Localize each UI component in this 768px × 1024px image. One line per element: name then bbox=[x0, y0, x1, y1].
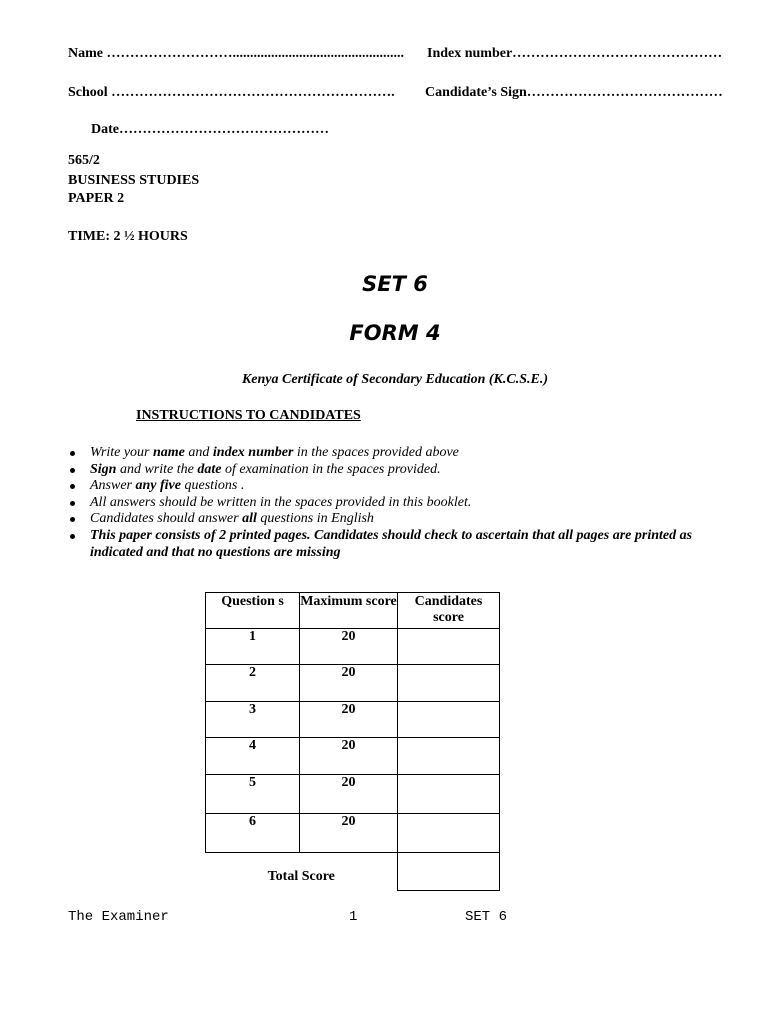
candidate-score-cell[interactable] bbox=[398, 775, 500, 814]
max-score: 20 bbox=[300, 814, 398, 853]
subject-name: BUSINESS STUDIES bbox=[68, 173, 200, 188]
bullet-icon bbox=[70, 468, 75, 473]
instruction-item: All answers should be written in the spaces provided in this booklet. bbox=[68, 495, 708, 512]
index-number-line[interactable]: Index number……………………………………… bbox=[427, 46, 723, 61]
instruction-item: Answer any five questions . bbox=[68, 478, 708, 495]
instruction-item: Sign and write the date of examination in the spaces provided. bbox=[68, 462, 708, 479]
name-line[interactable]: Name ………………………................................................. bbox=[68, 46, 404, 61]
exam-name: Kenya Certificate of Secondary Education (K.C.S.E.) bbox=[241, 372, 549, 387]
instructions-list bbox=[68, 445, 708, 561]
form-title: FORM 4 bbox=[349, 321, 441, 345]
max-score: 20 bbox=[300, 629, 398, 665]
question-number: 5 bbox=[206, 775, 300, 814]
table-row bbox=[206, 665, 500, 702]
school-line[interactable]: School ……………………………………………………. bbox=[68, 85, 395, 100]
paper-number: PAPER 2 bbox=[68, 191, 125, 206]
candidate-score-cell[interactable] bbox=[398, 738, 500, 775]
question-number: 2 bbox=[206, 665, 300, 702]
header-candidates-score: Candidates score bbox=[398, 593, 500, 629]
candidate-score-cell[interactable] bbox=[398, 814, 500, 853]
total-score-cell[interactable] bbox=[398, 853, 500, 891]
bullet-icon bbox=[70, 534, 75, 539]
question-number: 1 bbox=[206, 629, 300, 665]
candidate-score-cell[interactable] bbox=[398, 629, 500, 665]
table-header-row bbox=[206, 593, 500, 629]
bullet-icon bbox=[70, 484, 75, 489]
max-score: 20 bbox=[300, 775, 398, 814]
candidate-sign-line[interactable]: Candidate’s Sign…………………………………… bbox=[425, 85, 723, 100]
date-line[interactable]: Date……………………………………… bbox=[91, 122, 329, 137]
footer-set: SET 6 bbox=[465, 909, 508, 925]
max-score: 20 bbox=[300, 665, 398, 702]
question-number: 4 bbox=[206, 738, 300, 775]
set-title: SET 6 bbox=[362, 272, 428, 296]
bullet-icon bbox=[70, 451, 75, 456]
instruction-item: Candidates should answer all questions in English bbox=[68, 511, 708, 528]
table-row bbox=[206, 702, 500, 738]
table-row bbox=[206, 629, 500, 665]
header-maximum-score: Maximum score bbox=[300, 593, 398, 629]
candidate-score-cell[interactable] bbox=[398, 702, 500, 738]
table-row bbox=[206, 814, 500, 853]
table-row bbox=[206, 738, 500, 775]
bullet-icon bbox=[70, 501, 75, 506]
candidate-score-cell[interactable] bbox=[398, 665, 500, 702]
header-questions: Question s bbox=[206, 593, 300, 629]
instructions-heading: INSTRUCTIONS TO CANDIDATES bbox=[136, 408, 361, 423]
page-number: 1 bbox=[349, 909, 358, 925]
total-row bbox=[206, 853, 500, 891]
question-number: 3 bbox=[206, 702, 300, 738]
max-score: 20 bbox=[300, 738, 398, 775]
bullet-icon bbox=[70, 517, 75, 522]
exam-time: TIME: 2 ½ HOURS bbox=[68, 229, 188, 244]
footer-examiner: The Examiner bbox=[68, 909, 169, 925]
total-score-label: Total Score bbox=[267, 869, 335, 884]
instruction-item: This paper consists of 2 printed pages. Candidates should check to ascertain that all pages are printed as indicated and that no questions are missing bbox=[68, 528, 708, 561]
instruction-item: Write your name and index number in the spaces provided above bbox=[68, 445, 708, 462]
score-table bbox=[205, 592, 500, 891]
question-number: 6 bbox=[206, 814, 300, 853]
paper-code: 565/2 bbox=[68, 153, 100, 168]
max-score: 20 bbox=[300, 702, 398, 738]
table-row bbox=[206, 775, 500, 814]
